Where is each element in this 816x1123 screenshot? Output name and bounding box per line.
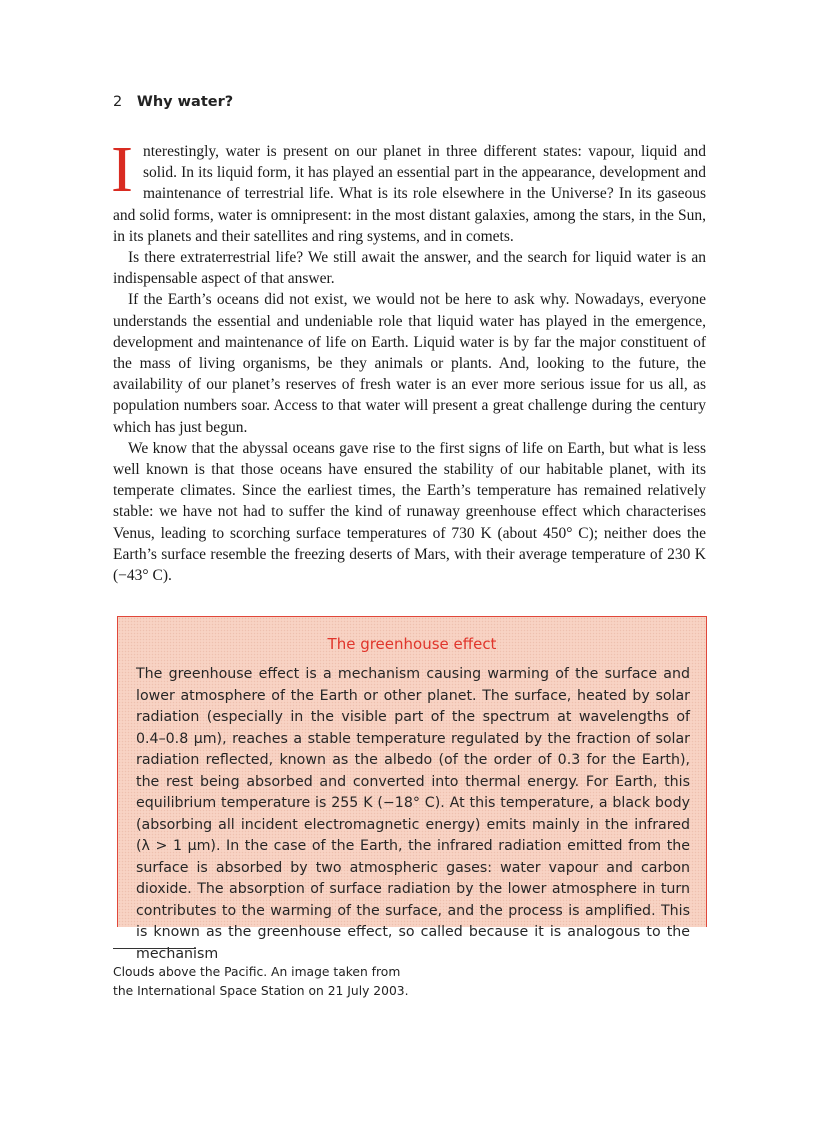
box-title: The greenhouse effect [327, 635, 497, 653]
chapter-title: Why water? [136, 94, 234, 110]
caption-line-1: Clouds above the Pacific. An image taken from [113, 965, 401, 979]
page-number: 2 [113, 94, 123, 110]
greenhouse-effect-box [117, 616, 707, 962]
paragraph-1-text: nterestingly, water is present on our planet in three different states: vapour, liquid and solid. In its liquid form, it has played an essential part in the appearance, development and maintenance of terrestrial life. What is its role elsewhere in the Universe? In its gaseous and solid forms, water is omnipresent: in the most distant galaxies, among the stars, in the Sun, in its planets and their satellites and ring systems, and in comets. [113, 143, 706, 245]
paragraph-3: If the Earth’s oceans did not exist, we would not be here to ask why. Nowadays, everyone understands the essential and undeniable role that liquid water has played in the emergence, development and maintenance of life on Earth. Liquid water is by far the major constituent of the mass of living organisms, be they animals or plants. And, looking to the future, the availability of our planet’s reserves of fresh water is an ever more serious issue for us all, as population numbers soar. Access to that water will present a great challenge during the century which has just begun. [113, 291, 706, 436]
paragraph-2: Is there extraterrestrial life? We still await the answer, and the search for liquid water is an indispensable aspect of that answer. [113, 249, 706, 288]
box-text: The greenhouse effect is a mechanism causing warming of the surface and lower atmosphere of the Earth or other planet. The surface, heated by solar radiation (especially in the visible part of the spectrum at wavelengths of 0.4–0.8 μm), reaches a stable temperature regulated by the fraction of solar radiation reflected, known as the albedo (of the order of 0.3 for the Earth), the rest being absorbed and converted into thermal energy. For Earth, this equilibrium temperature is 255 K (−18° C). At this temperature, a black body (absorbing all incident electromagnetic energy) emits mainly in the infrared (λ > 1 μm). In the case of the Earth, the infrared radiation emitted from the surface is absorbed by two atmospheric gases: water vapour and carbon dioxide. The absorption of surface radiation by the lower atmosphere in turn contributes to the warming of the surface, and the process is amplified. This is known as the greenhouse effect, so called because it is analogous to the mechanism [136, 666, 690, 962]
paragraph-1 [111, 133, 706, 247]
running-head [113, 94, 233, 110]
caption-rule [113, 948, 196, 949]
body-text [111, 133, 706, 586]
caption-line-2: the International Space Station on 21 July 2003. [113, 984, 409, 998]
dropcap-letter: I [111, 133, 133, 206]
paragraph-4: We know that the abyssal oceans gave rise to the first signs of life on Earth, but what is less well known is that those oceans have ensured the stability of our habitable planet, with its temperate climates. Since the earliest times, the Earth’s temperature has remained relatively stable: we have not had to suffer the kind of runaway greenhouse effect which characterises Venus, leading to scorching surface temperatures of 730 K (about 450° C); neither does the Earth’s surface resemble the freezing deserts of Mars, with their average temperature of 230 K (−43° C). [113, 439, 706, 585]
figure-caption [113, 963, 433, 1001]
